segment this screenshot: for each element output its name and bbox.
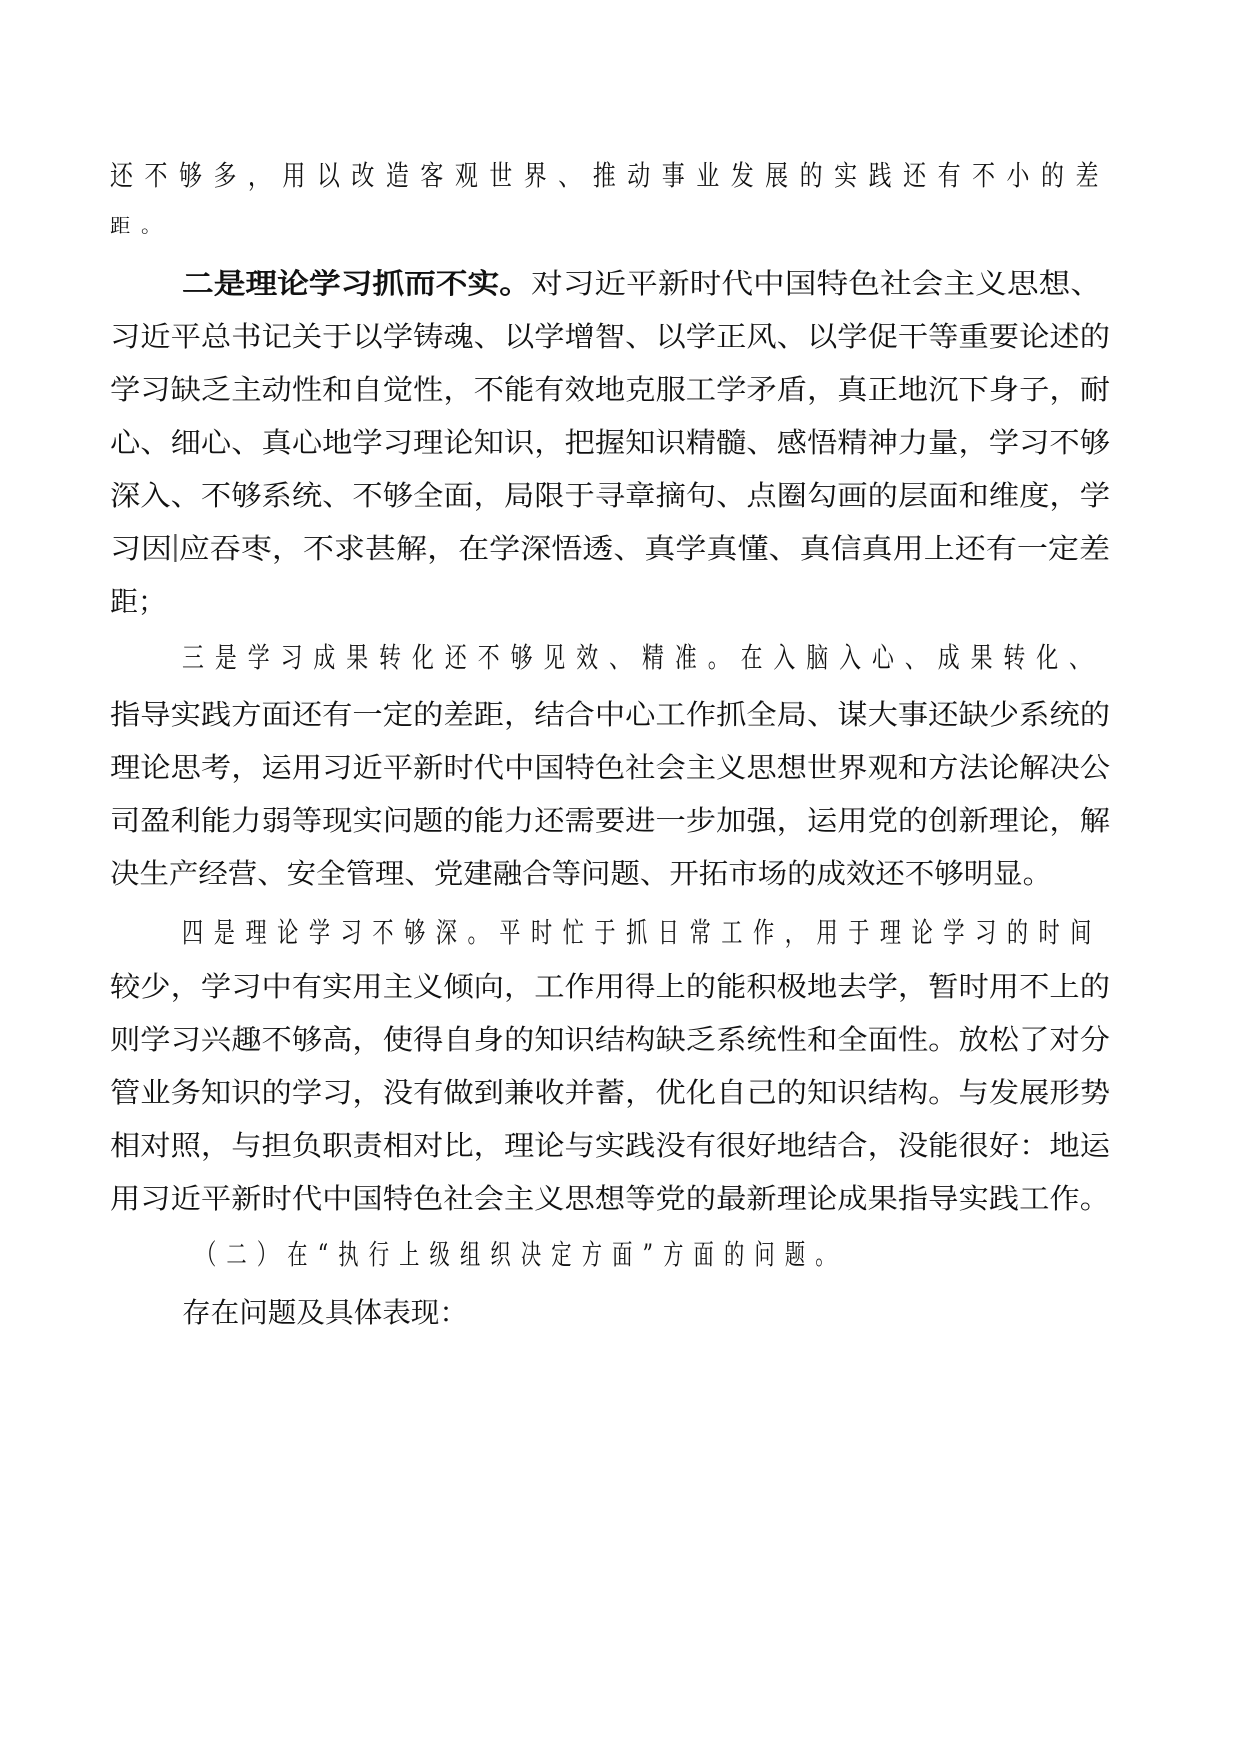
line-07: 深入、不够系统、不够全面，局限于寻章摘句、点圈勾画的层面和维度，学 [110, 479, 1111, 512]
line-13: 司盈利能力弱等现实问题的能力还需要进一步加强，运用党的创新理论，解 [110, 804, 1111, 837]
line-11: 指导实践方面还有一定的差距，结合中心工作抓全局、谋大事还缺少系统的 [110, 698, 1111, 731]
line-03 [182, 264, 1102, 304]
line-05: 学习缺乏主动性和自觉性，不能有效地克服工学矛盾，真正地沉下身子，耐 [110, 373, 1111, 406]
line-17: 则学习兴趣不够高，使得自身的知识结构缺乏系统性和全面性。放松了对分 [110, 1023, 1111, 1056]
line-22: 存在问题及具体表现： [182, 1296, 469, 1329]
line-02: 距。 [110, 215, 173, 237]
line-20: 用习近平新时代中国特色社会主义思想等党的最新理论成果指导实践工作。 [110, 1182, 1111, 1215]
text-cursor [174, 534, 176, 562]
line-03-text: 对习近平新时代中国特色社会主义思想、 [530, 267, 1103, 300]
line-15: 四是理论学习不够深。平时忙于抓日常工作，用于理论学习的时间 [182, 916, 1103, 949]
line-09: 距； [110, 585, 167, 618]
line-06: 心、细心、真心地学习理论知识，把握知识精髓、感悟精神力量，学习不够 [110, 426, 1111, 459]
line-12: 理论思考，运用习近平新时代中国特色社会主义思想世界观和方法论解决公 [110, 751, 1111, 784]
line-08-post: 应吞枣，不求甚解，在学深悟透、真学真懂、真信真用上还有一定差 [178, 532, 1111, 565]
line-18: 管业务知识的学习，没有做到兼收并蓄，优化自己的知识结构。与发展形势 [110, 1076, 1111, 1109]
section-lead-2: 二是理论学习抓而不实。 [182, 267, 531, 300]
line-16: 较少，学习中有实用主义倾向，工作用得上的能积极地去学，暂时用不上的 [110, 970, 1111, 1003]
line-08-pre: 习因 [110, 532, 173, 565]
line-04: 习近平总书记关于以学铸魂、以学增智、以学正风、以学促干等重要论述的 [110, 320, 1111, 353]
line-14: 决生产经营、安全管理、党建融合等问题、开拓市场的成效还不够明显。 [110, 857, 1053, 890]
line-19: 相对照，与担负职责相对比，理论与实践没有很好地结合，没能很好：地运 [110, 1129, 1111, 1162]
line-10: 三是学习成果转化还不够见效、精准。在入脑入心、成果转化、 [182, 641, 1103, 674]
line-01: 还不够多，用以改造客观世界、推动事业发展的实践还有不小的差 [110, 159, 1111, 192]
line-08 [110, 529, 1110, 569]
line-21: （二）在“执行上级组织决定方面”方面的问题。 [196, 1238, 846, 1271]
